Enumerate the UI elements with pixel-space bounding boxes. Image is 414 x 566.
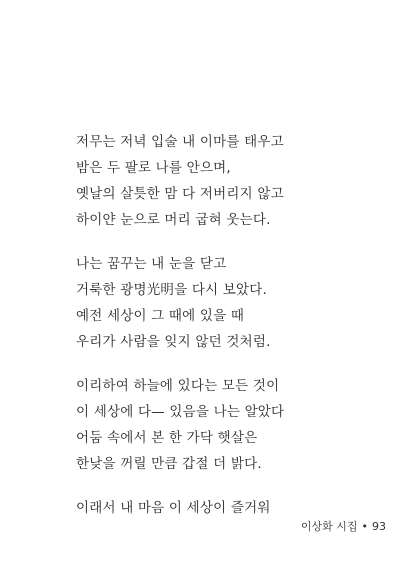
poem-line: 나는 꿈꾸는 내 눈을 닫고 — [76, 256, 227, 272]
poem-line: 우리가 사람을 잊지 않던 것처럼. — [76, 334, 271, 350]
stanza-1 — [76, 129, 396, 233]
footer-separator: • — [361, 520, 368, 533]
book-title: 이상화 시집 — [300, 520, 358, 533]
poem-line: 예전 세상이 그 때에 있을 때 — [76, 308, 245, 324]
poem-line: 이 세상에 다— 있음을 나는 알았다 — [76, 404, 285, 420]
poem-line: 이래서 내 마음 이 세상이 즐거워 — [76, 500, 271, 516]
poem-line: 한낮을 꺼릴 만큼 갑절 더 밝다. — [76, 456, 262, 472]
poem-line: 밤은 두 팔로 나를 안으며, — [76, 160, 231, 176]
poem-line: 어둠 속에서 본 한 가닥 햇살은 — [76, 430, 258, 446]
page-footer — [301, 518, 386, 534]
stanza-2 — [76, 251, 396, 355]
stanza-3 — [76, 373, 396, 477]
poem-line: 하이얀 눈으로 머리 굽혀 웃는다. — [76, 212, 271, 228]
poem-line: 옛날의 살틋한 맘 다 저버리지 않고 — [76, 186, 284, 202]
poem-line: 거룩한 광명光明을 다시 보았다. — [76, 282, 268, 298]
poem-body — [76, 129, 396, 539]
page-number: 93 — [372, 520, 386, 533]
poem-line: 저무는 저녁 입술 내 이마를 태우고 — [76, 134, 284, 150]
poem-line: 이리하여 하늘에 있다는 모든 것이 — [76, 378, 280, 394]
